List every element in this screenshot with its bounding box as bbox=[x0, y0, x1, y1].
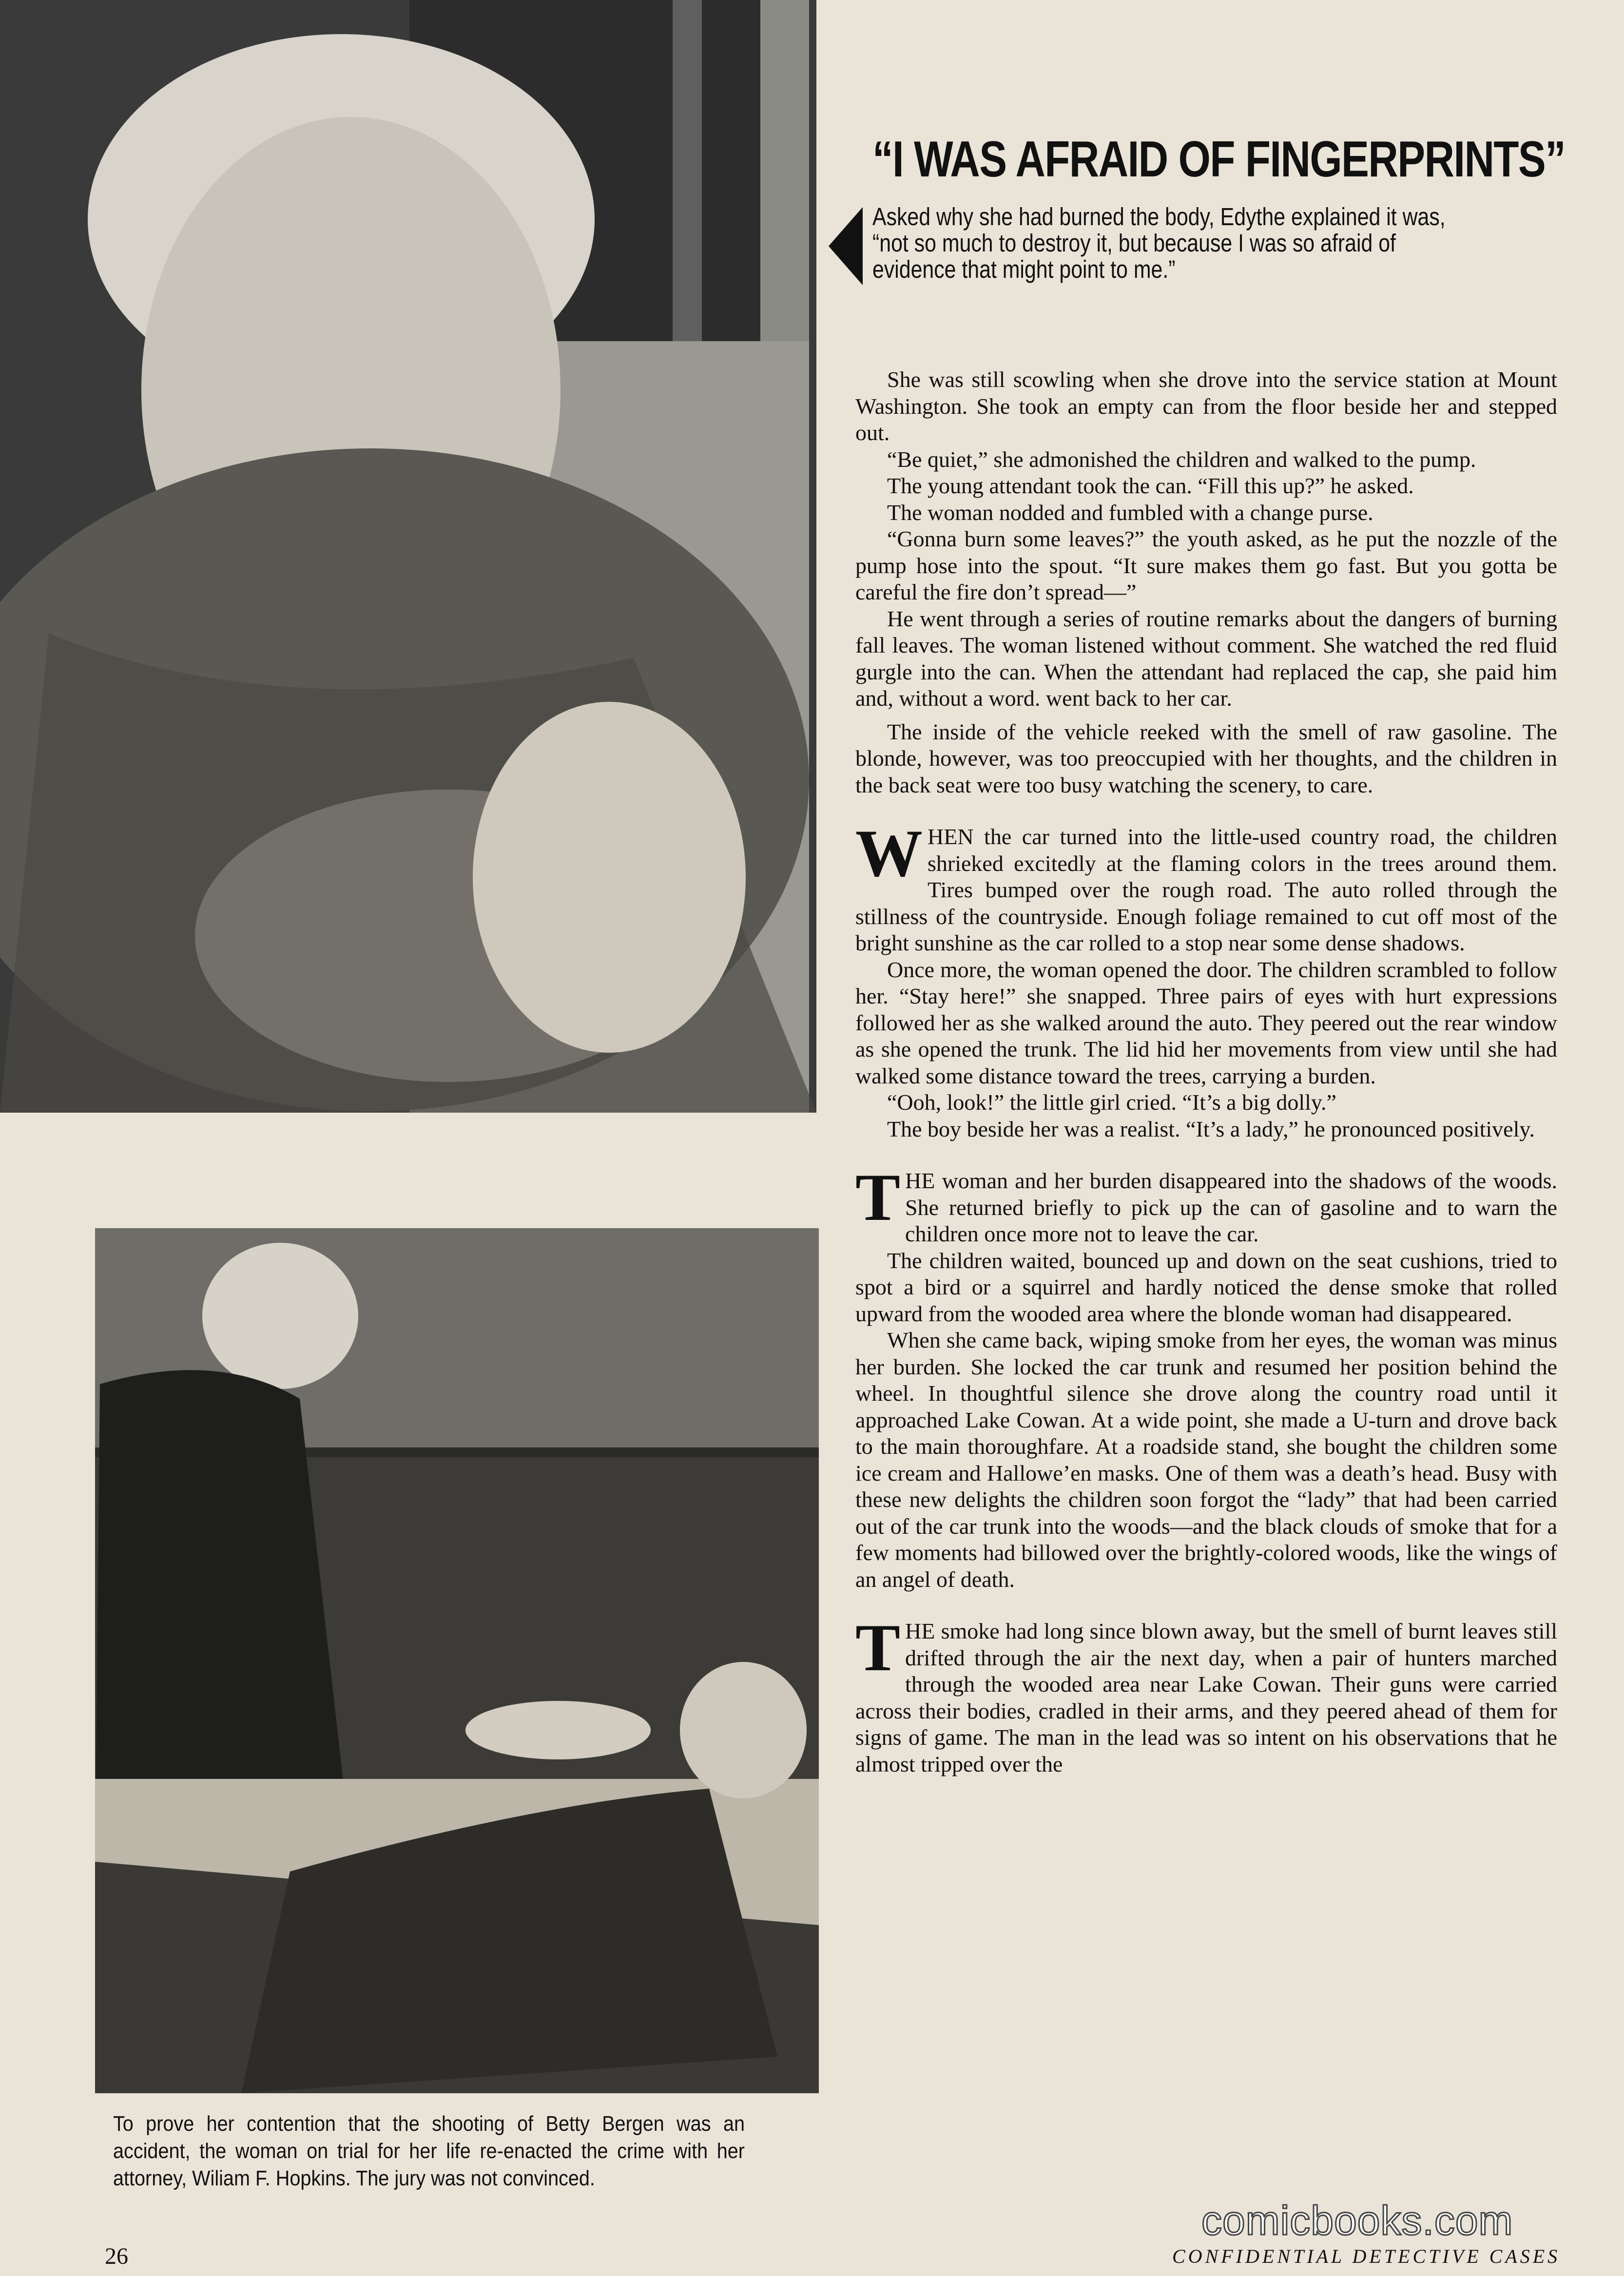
magazine-title: CONFIDENTIAL DETECTIVE CASES bbox=[1172, 2245, 1561, 2267]
section-lead-paragraph bbox=[855, 1610, 1557, 1777]
photo-caption: To prove her contention that the shooting of Betty Bergen was an accident, the woman on trial for her life re-enacted the crime with her attorney, Wiliam F. Hopkins. The jury was not convinced. bbox=[113, 2112, 745, 2190]
body-paragraph: Once more, the woman opened the door. The children scrambled to follow her. “Stay here!” she snapped. Three pairs of eyes with hurt expressions followed her as she walked around the auto. They peered out the rear window as she opened the trunk. The lid hid her movements from view until she had walked some distance toward the trees, carrying a burden. bbox=[855, 957, 1557, 1088]
body-paragraph: The woman nodded and fumbled with a change purse. bbox=[887, 500, 1373, 525]
section-lead-text: HEN the car turned into the little-used country road, the children shrieked excitedly at the flaming colors in the trees around them. Tires bumped over the rough road. The auto rolled through the stillness of the countryside. Enough foliage remained to cut off most of the bright sunshine as the car rolled to a stop near some dense shadows. bbox=[855, 824, 1557, 955]
article-headline: “I WAS AFRAID OF FINGERPRINTS” bbox=[872, 131, 1566, 188]
drop-cap: T bbox=[855, 1610, 901, 1685]
drop-cap: T bbox=[855, 1160, 901, 1234]
body-paragraph: The young attendant took the can. “Fill this up?” he asked. bbox=[887, 473, 1414, 498]
deck-pointer-arrow bbox=[829, 207, 863, 285]
body-paragraph: The children waited, bounced up and down on the seat cushions, tried to spot a bird or a squirrel and hardly noticed the dense smoke that rolled upward from the wooded area where the blonde woman had disappeared. bbox=[855, 1248, 1557, 1326]
photo-crying-woman bbox=[0, 0, 816, 1113]
photo-courtroom-reenactment bbox=[95, 1228, 819, 2093]
body-paragraph: “Ooh, look!” the little girl cried. “It’s a big dolly.” bbox=[887, 1090, 1336, 1115]
watermark: comicbooks.com bbox=[1201, 2198, 1513, 2243]
body-paragraph: She was still scowling when she drove into the service station at Mount Washington. She took an empty can from the floor beside her and stepped out. bbox=[855, 367, 1557, 445]
body-paragraph: The boy beside her was a realist. “It’s a lady,” he pronounced positively. bbox=[887, 1116, 1535, 1141]
article-deck: Asked why she had burned the body, Edythe explained it was, “not so much to destroy it, but because I was so afraid of evidence that might point to me.” bbox=[872, 203, 1446, 283]
page-number: 26 bbox=[105, 2243, 128, 2269]
section-lead-text: HE woman and her burden disappeared into the shadows of the woods. She returned briefly to pick up the can of gasoline and to warn the children once more not to leave the car. bbox=[905, 1168, 1557, 1246]
section-lead-text: HE smoke had long since blown away, but the smell of burnt leaves still drifted through the air the next day, when a pair of hunters marched through the wooded area near Lake Cowan. Their guns were carried across their bodies, cradled in their arms, and they peered ahead of them for signs of game. The man in the lead was so intent on his observations that he almost tripped over the bbox=[855, 1619, 1557, 1776]
body-paragraph: “Be quiet,” she admonished the children and walked to the pump. bbox=[887, 446, 1476, 472]
body-paragraph: The inside of the vehicle reeked with the smell of raw gasoline. The blonde, however, was too preoccupied with her thoughts, and the children in the back seat were too busy watching the scenery, to care. bbox=[855, 719, 1557, 797]
body-paragraph: He went through a series of routine remarks about the dangers of burning fall leaves. The woman listened without comment. She watched the red fluid gurgle into the can. When the attendant had replaced the cap, she paid him and, without a word. went back to her car. bbox=[855, 606, 1557, 711]
section-lead-paragraph bbox=[855, 816, 1557, 957]
article-body bbox=[855, 366, 1557, 1777]
body-paragraph: “Gonna burn some leaves?” the youth asked, as he put the nozzle of the pump hose into the spout. “It sure makes them go fast. But you gotta be careful the fire don’t spread—” bbox=[855, 526, 1557, 604]
drop-cap: W bbox=[855, 816, 923, 890]
section-lead-paragraph bbox=[855, 1160, 1557, 1248]
body-paragraph: When she came back, wiping smoke from her eyes, the woman was minus her burden. She locked the car trunk and resumed her position behind the wheel. In thoughtful silence she drove along the country road until it approached Lake Cowan. At a wide point, she made a U-turn and drove back to the main thoroughfare. At a roadside stand, she bought the children some ice cream and Hallowe’en masks. One of them was a death’s head. Busy with these new delights the children soon forgot the “lady” that had been carried out of the car trunk into the woods—and the black clouds of smoke that for a few moments had billowed over the brightly-colored woods, like the wings of an angel of death. bbox=[855, 1328, 1557, 1592]
